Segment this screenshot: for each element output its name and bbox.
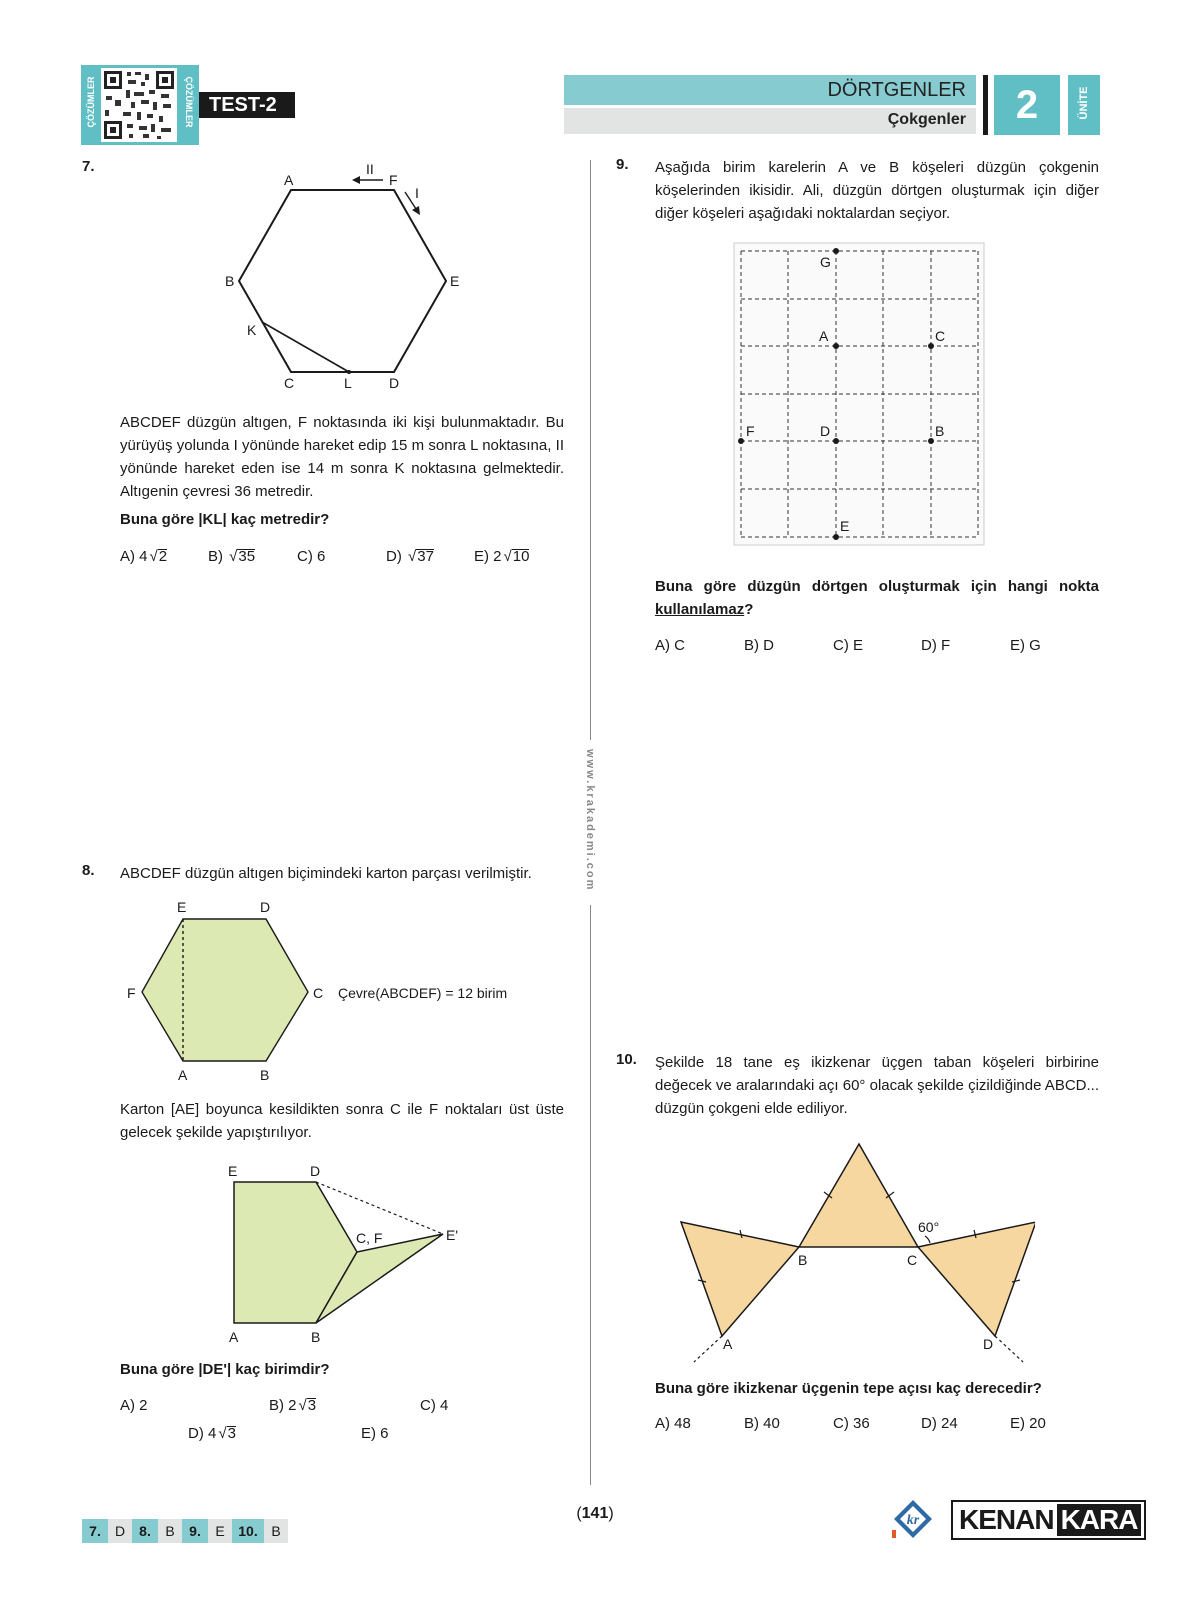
q9-label-g: G (820, 254, 831, 270)
qr-label-left: ÇÖZÜMLER (86, 76, 96, 128)
q10-triangle-right (918, 1222, 1035, 1336)
sqrt-sign: √ (408, 548, 417, 565)
qr-code-image (101, 68, 177, 142)
q8-fold-label-a: A (229, 1329, 239, 1345)
q7-point-l (347, 370, 351, 374)
q8-option-b-radicand: 3 (307, 1397, 317, 1414)
q8-fold-label-b: B (311, 1329, 321, 1345)
column-divider-top (590, 160, 591, 740)
q10-triangle-left (681, 1222, 799, 1336)
sqrt-sign: √ (218, 1425, 227, 1442)
page-number-box (570, 1505, 620, 1523)
q10-option-e[interactable]: E) 20 (1010, 1415, 1046, 1432)
q9-label-c: C (935, 328, 946, 344)
q7-option-d-radicand: 37 (417, 548, 434, 565)
q10-triangles-figure (675, 1135, 1035, 1370)
q7-hexagon (239, 190, 446, 372)
q8-option-a[interactable]: A) 2 (120, 1397, 148, 1414)
q9-label-a: A (819, 328, 829, 344)
q7-option-d-prefix: D) (386, 548, 406, 565)
q9-label-b: B (935, 423, 945, 439)
q9-point-g (833, 248, 839, 254)
q10-question: Buna göre ikizkenar üçgenin tepe açısı kaç derecedir? (655, 1380, 1042, 1397)
answer-key-val: B (264, 1519, 288, 1543)
q8-perimeter: Çevre(ABCDEF) = 12 birim (338, 985, 508, 1001)
q7-label-l: L (344, 375, 352, 391)
q7-text: ABCDEF düzgün altıgen, F noktasında iki kişi bulunmaktadır. Bu yürüyüş yolunda I yönünde hareket edip 15 m sonra L noktasına, II yönünde hareket eden ise 14 m sonra K noktasına gelmektedir. Altıgenin çevresi 36 metredir. (120, 414, 564, 500)
q8-option-d[interactable] (188, 1425, 236, 1442)
q8-option-b[interactable] (269, 1397, 316, 1414)
q7-option-e-radicand: 10 (512, 548, 530, 565)
q8-label-e: E (177, 899, 187, 915)
q7-option-a[interactable] (120, 548, 167, 565)
q9-grid-figure (730, 240, 990, 550)
q8-hexagon-figure (120, 895, 540, 1085)
q7-question: Buna göre |KL| kaç metredir? (120, 511, 330, 528)
q7-option-e[interactable] (474, 548, 529, 565)
q10-triangle-middle (799, 1144, 918, 1247)
q8-hexagon (142, 919, 308, 1061)
q7-label-k: K (247, 322, 257, 338)
q9-option-e[interactable]: E) G (1010, 637, 1041, 654)
q10-text: Şekilde 18 tane eş ikizkenar üçgen taban köşeleri birbirine değecek ve aralarındaki açı 60° olacak şekilde çizildiğinde ABCD... düzgün çokgeni elde ediliyor. (655, 1054, 1099, 1117)
unit-label: ÜNİTE (1078, 86, 1090, 120)
q8-option-d-radicand: 3 (227, 1425, 236, 1442)
q9-label-e: E (840, 518, 850, 534)
q7-label-a: A (284, 172, 294, 188)
q10-dashed-d (995, 1336, 1023, 1362)
q8-label-b: B (260, 1067, 270, 1083)
column-divider-bottom (590, 905, 591, 1485)
sqrt-sign: √ (298, 1397, 307, 1414)
q8-fold-label-cf: C, F (356, 1230, 383, 1246)
answer-key (82, 1519, 288, 1543)
q10-number: 10. (616, 1051, 637, 1068)
q9-option-d[interactable]: D) F (921, 637, 951, 654)
brand-first: KENAN (959, 1504, 1054, 1535)
unit-label-box (1068, 75, 1100, 135)
chapter-title: DÖRTGENLER (827, 79, 966, 101)
q10-label-a: A (723, 1336, 733, 1352)
sqrt-sign: √ (229, 548, 238, 565)
q7-option-e-prefix: E) 2 (474, 548, 502, 565)
q7-label-i: I (415, 185, 419, 201)
q7-option-b-prefix: B) (208, 548, 228, 565)
q8-fold-label-eprime: E' (446, 1227, 459, 1243)
q7-option-c[interactable]: C) 6 (297, 548, 326, 565)
answer-key-num: 9. (182, 1519, 208, 1543)
publisher-brand (951, 1500, 1146, 1540)
q7-option-a-prefix: A) 4 (120, 548, 148, 565)
answer-key-val: E (208, 1519, 232, 1543)
q7-label-d: D (389, 375, 400, 391)
q8-intro: ABCDEF düzgün altıgen biçimindeki karton parçası verilmiştir. (120, 865, 532, 882)
subtopic-bar (564, 108, 976, 134)
q8-fold-label-d: D (310, 1163, 321, 1179)
q10-label-d: D (983, 1336, 994, 1352)
qr-label-right: ÇÖZÜMLER (184, 76, 194, 128)
q8-text: Karton [AE] boyunca kesildikten sonra C ile F noktaları üst üste gelecek şekilde yapıştırılıyor. (120, 1101, 564, 1141)
q10-label-b: B (798, 1252, 808, 1268)
test-label: TEST-2 (199, 92, 295, 118)
q8-option-b-prefix: B) 2 (269, 1397, 297, 1414)
answer-key-num: 10. (232, 1519, 264, 1543)
q7-number: 7. (82, 158, 95, 175)
page-number: 141 (581, 1505, 609, 1522)
q7-arrow-ii-head (352, 176, 360, 184)
logo-text: kr (906, 1513, 920, 1528)
q7-arrow-i-head (412, 206, 420, 215)
chapter-bar (564, 75, 976, 105)
answer-key-val: B (158, 1519, 182, 1543)
qr-code-panel[interactable] (81, 65, 199, 145)
answer-key-val: D (108, 1519, 132, 1543)
side-watermark: www.krakademi.com (584, 749, 596, 892)
q7-option-b-radicand: 35 (238, 548, 256, 565)
q9-text: Aşağıda birim karelerin A ve B köşeleri düzgün çokgenin köşelerinden ikisidir. Ali, düzgün dörtgen oluşturmak için diğer diğer köşeleri aşağıdaki noktalardan seçiyor. (655, 159, 1099, 222)
q9-point-c (928, 343, 934, 349)
page-bracket-right: ) (608, 1505, 614, 1522)
q7-option-a-radicand: 2 (158, 548, 168, 565)
q9-question-underlined: kullanılamaz (655, 601, 745, 618)
q7-label-c: C (284, 375, 295, 391)
q8-fold-label-e: E (228, 1163, 238, 1179)
header-divider (983, 75, 988, 135)
q7-label-f: F (389, 172, 398, 188)
q8-option-c[interactable]: C) 4 (420, 1397, 449, 1414)
q9-point-f (738, 438, 744, 444)
q9-label-f: F (746, 423, 755, 439)
q9-number: 9. (616, 156, 629, 173)
q7-segment-kl (262, 322, 349, 372)
q7-option-b[interactable] (208, 548, 255, 565)
q9-option-b[interactable]: B) D (744, 637, 774, 654)
q10-option-b[interactable]: B) 40 (744, 1415, 780, 1432)
q10-label-c: C (907, 1252, 918, 1268)
answer-key-num: 7. (82, 1519, 108, 1543)
q8-label-a: A (178, 1067, 188, 1083)
q8-folded-figure (210, 1160, 470, 1350)
q8-label-f: F (127, 985, 136, 1001)
q10-option-d[interactable]: D) 24 (921, 1415, 958, 1432)
brand-second: KARA (1057, 1504, 1142, 1536)
sqrt-sign: √ (503, 548, 512, 565)
subtopic-title: Çokgenler (887, 111, 966, 128)
q9-question-part1: Buna göre düzgün dörtgen oluşturmak için hangi nokta (655, 578, 1099, 595)
q10-dashed-a (694, 1336, 722, 1362)
unit-number: 2 (994, 75, 1060, 135)
q9-question-part2: ? (744, 601, 754, 618)
q10-label-angle: 60° (918, 1219, 940, 1235)
q9-label-d: D (820, 423, 831, 439)
q9-point-d (833, 438, 839, 444)
q9-option-a[interactable]: A) C (655, 637, 685, 654)
q8-label-d: D (260, 899, 271, 915)
q8-option-d-prefix: D) 4 (188, 1425, 217, 1442)
q9-point-a (833, 343, 839, 349)
q10-option-a[interactable]: A) 48 (655, 1415, 691, 1432)
q7-label-ii: II (366, 161, 374, 177)
q10-option-c[interactable]: C) 36 (833, 1415, 870, 1432)
q9-point-e (833, 534, 839, 540)
q8-option-e[interactable]: E) 6 (361, 1425, 389, 1442)
q7-label-b: B (225, 273, 235, 289)
q7-label-e: E (450, 273, 460, 289)
q10-angle-arc (925, 1236, 930, 1243)
q7-option-d[interactable] (386, 548, 434, 565)
q8-label-c: C (313, 985, 324, 1001)
sqrt-sign: √ (149, 548, 158, 565)
q9-point-b (928, 438, 934, 444)
page-bracket-left: ( (576, 1505, 582, 1522)
q8-question: Buna göre |DE'| kaç birimdir? (120, 1361, 330, 1378)
q7-hexagon-figure (205, 160, 475, 395)
q9-question (655, 575, 1099, 621)
q8-number: 8. (82, 862, 95, 879)
answer-key-num: 8. (132, 1519, 158, 1543)
q9-option-c[interactable]: C) E (833, 637, 863, 654)
publisher-logo-icon (892, 1498, 934, 1540)
